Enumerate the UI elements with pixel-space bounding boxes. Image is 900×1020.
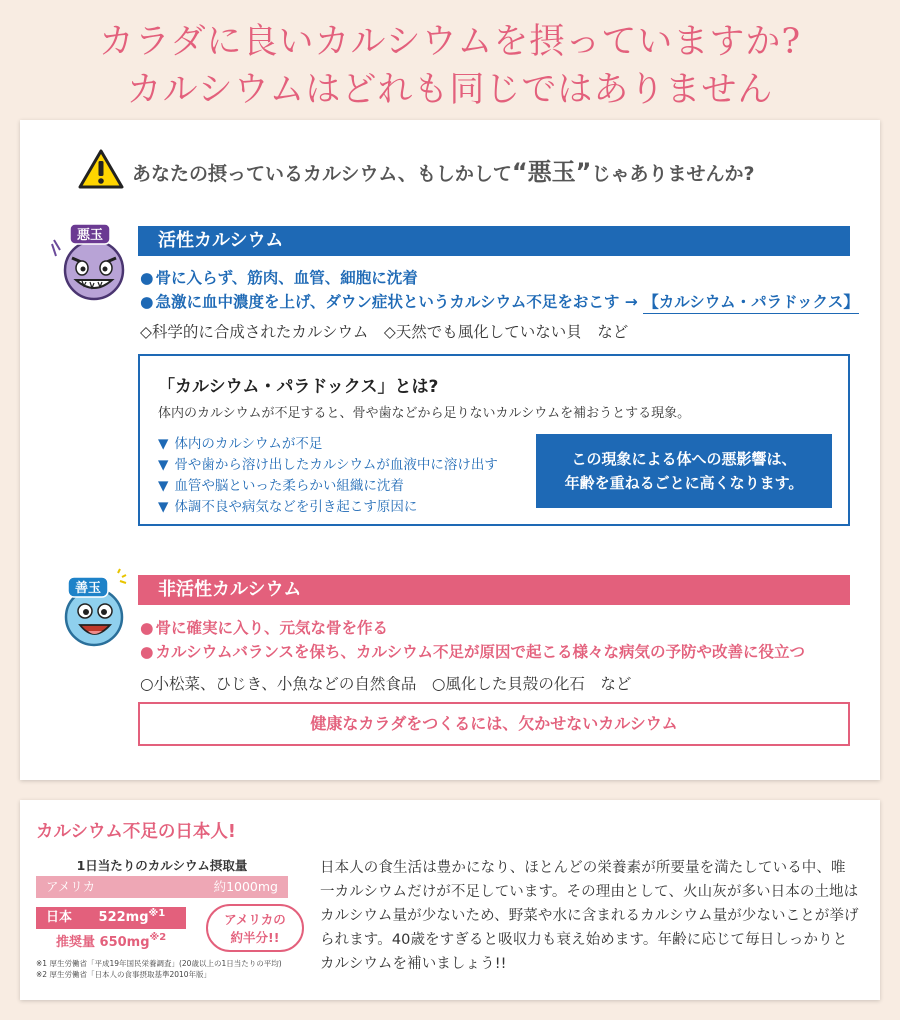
recommended-value: 650mg <box>99 935 150 950</box>
warning-text <box>132 152 754 187</box>
us-intake-row <box>36 876 288 898</box>
page-header <box>0 18 900 114</box>
warning-text-after: じゃありませんか? <box>591 162 755 185</box>
bad-badge-label: 悪玉 <box>76 228 104 243</box>
footnote-2: ※2 厚生労働省「日本人の食事摂取基準2010年版」 <box>36 970 212 979</box>
recommended-label: 推奨量 <box>56 935 96 950</box>
active-bullet-1-text: 骨に入らず、筋肉、血管、細胞に沈着 <box>155 269 418 287</box>
japan-intake-row <box>36 907 186 929</box>
inactive-bullet-2-text: カルシウムバランスを保ち、カルシウム不足が原因で起こる様々な病気の予防や改善に役立つ <box>155 643 805 661</box>
good-calcium-face-icon <box>58 567 130 649</box>
footnote-1: ※1 厚生労働省「平成19年国民栄養調査」(20歳以上の1日当たりの平均) <box>36 959 282 968</box>
active-bullet-2-text: 急激に血中濃度を上げ、ダウン症状というカルシウム不足をおこす <box>155 293 620 311</box>
japan-label: 日本 <box>46 910 73 925</box>
triangle-marker: ▼ <box>158 478 169 494</box>
japan-body-text: 日本人の食生活は豊かになり、ほとんどの栄養素が所要量を満たしている中、唯一カルシウムだけが不足しています。その理由として、火山灰が多い日本の土地はカルシウム量が少ないため、野菜や水に含まれるカルシウム量が少ないことが挙げられます。40歳をすぎると吸収力も衰え始めます。年齢に応じて毎日しっかりとカルシウムを補いましょう!! <box>320 860 859 972</box>
paradox-step-text: 体調不良や病気などを引き起こす原因に <box>174 499 418 515</box>
inactive-calcium-bar: 非活性カルシウム <box>138 575 850 605</box>
effect-line-2: 年齢を重ねるごとに高くなります。 <box>564 474 804 492</box>
header-line-1: カラダに良いカルシウムを摂っていますか? <box>98 22 802 62</box>
us-value: 約1000mg <box>213 879 278 894</box>
warning-row <box>78 148 754 190</box>
paradox-description: 体内のカルシウムが不足すると、骨や歯などから足りないカルシウムを補おうとする現象。 <box>158 406 691 421</box>
bullet-dot: ● <box>140 269 154 287</box>
triangle-marker: ▼ <box>158 436 169 452</box>
healthy-highlight-box: 健康なカラダをつくるには、欠かせないカルシウム <box>138 702 850 746</box>
paradox-link[interactable]: 【カルシウム・パラドックス】 <box>643 293 859 314</box>
bullet-dot: ● <box>140 643 154 661</box>
effect-callout <box>536 434 832 508</box>
half-badge-line-2: 約半分!! <box>230 930 280 945</box>
paradox-steps <box>158 434 498 518</box>
paradox-box <box>138 354 850 526</box>
paradox-step <box>158 434 498 455</box>
paradox-step <box>158 455 498 476</box>
paradox-step <box>158 476 498 497</box>
active-bullet-2 <box>140 290 859 312</box>
half-badge-line-1: アメリカの <box>224 912 286 927</box>
inactive-bullet-1 <box>140 616 388 638</box>
recommended-note-mark: ※2 <box>149 932 167 943</box>
triangle-marker: ▼ <box>158 457 169 473</box>
bullet-dot: ● <box>140 619 154 637</box>
warning-icon <box>78 148 124 190</box>
paradox-step <box>158 497 498 518</box>
intake-heading: 1日当たりのカルシウム摂取量 <box>76 858 248 873</box>
warning-text-before: あなたの摂っているカルシウム、もしかして <box>132 162 512 185</box>
inactive-bullet-2 <box>140 640 805 662</box>
paradox-step-text: 骨や歯から溶け出したカルシウムが血液中に溶け出す <box>174 457 498 473</box>
warning-emphasis: “悪玉” <box>511 157 592 186</box>
us-label: アメリカ <box>46 879 96 894</box>
active-calcium-bar: 活性カルシウム <box>138 226 850 256</box>
japan-section-title: カルシウム不足の日本人! <box>36 822 236 842</box>
inactive-examples: ○小松菜、ひじき、小魚などの自然食品 ○風化した貝殻の化石 など <box>140 675 632 693</box>
paradox-title: 「カルシウム・パラドックス」とは? <box>158 377 439 397</box>
header-line-2: カルシウムはどれも同じではありません <box>126 70 774 110</box>
bad-calcium-face-icon <box>50 216 130 302</box>
arrow: → <box>624 293 638 311</box>
active-bullet-1 <box>140 266 418 288</box>
inactive-bullet-1-text: 骨に確実に入り、元気な骨を作る <box>155 619 389 637</box>
active-examples: ◇科学的に合成されたカルシウム ◇天然でも風化していない貝 など <box>140 323 629 341</box>
half-of-us-badge <box>206 904 304 952</box>
triangle-marker: ▼ <box>158 499 169 515</box>
bullet-dot: ● <box>140 293 154 311</box>
paradox-step-text: 体内のカルシウムが不足 <box>174 436 323 452</box>
good-badge-label: 善玉 <box>74 581 102 596</box>
japan-calcium-card <box>20 800 880 1000</box>
recommended-intake-row <box>56 931 166 950</box>
calcium-comparison-card <box>20 120 880 780</box>
paradox-step-text: 血管や脳といった柔らかい組織に沈着 <box>174 478 404 494</box>
japan-note-mark: ※1 <box>148 908 166 919</box>
effect-line-1: この現象による体への悪影響は、 <box>571 450 797 468</box>
japan-value: 522mg <box>98 910 149 925</box>
